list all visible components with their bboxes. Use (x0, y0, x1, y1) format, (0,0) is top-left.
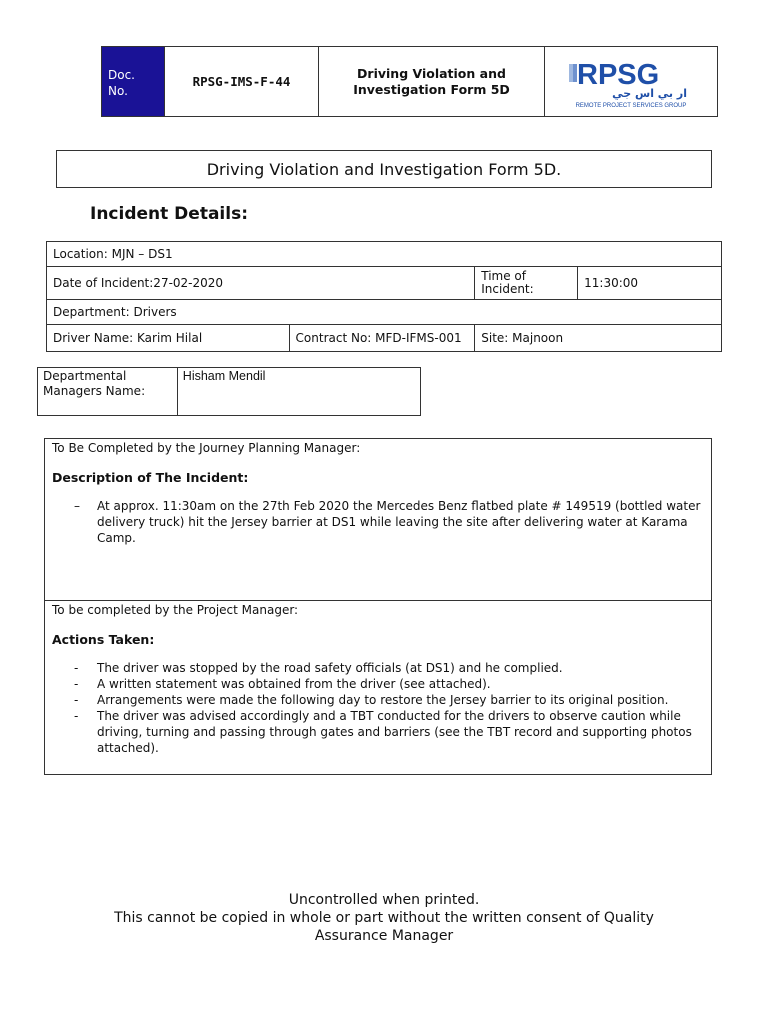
dash-bullet: - (74, 677, 79, 691)
document-header (101, 46, 718, 117)
table-row (47, 242, 722, 267)
company-logo (545, 47, 717, 116)
time-label-cell: Time of Incident: (475, 267, 578, 300)
footer-line2: This cannot be copied in whole or part without the written consent of Quality Assurance Manager (114, 910, 654, 944)
actions-list (52, 660, 704, 756)
logo-tagline: REMOTE PROJECT SERVICES GROUP (575, 102, 687, 109)
header-title-line1: Driving Violation and (357, 65, 506, 81)
doc-no-label-line2: No. (108, 84, 128, 98)
managers-label: Departmental Managers Name: (38, 368, 178, 416)
section-heading: Incident Details: (90, 204, 248, 224)
header-title-line2: Investigation Form 5D (353, 81, 510, 97)
logo-arabic: ار بي اس جي (612, 86, 687, 100)
table-row (47, 267, 722, 300)
journey-block-label: To Be Completed by the Journey Planning Manager: (52, 441, 361, 455)
contract-cell: Contract No: MFD-IFMS-001 (289, 325, 475, 352)
doc-no-label (102, 47, 165, 116)
location-cell: Location: MJN – DS1 (47, 242, 722, 267)
dash-bullet: - (74, 661, 79, 675)
driver-cell: Driver Name: Karim Hilal (47, 325, 290, 352)
list-item: - The driver was stopped by the road safety officials (at DS1) and he complied. (74, 661, 563, 675)
description-list (52, 498, 704, 546)
table-row (38, 368, 421, 416)
list-item: - Arrangements were made the following day to restore the Jersey barrier to its original position. (74, 693, 669, 707)
doc-no-label-line1: Doc. (108, 68, 135, 82)
form-title: Driving Violation and Investigation Form 5D. (56, 150, 712, 188)
list-item: - The driver was advised accordingly and a TBT conducted for the drivers to observe caution while driving, turning and passing through gates and barriers (see the TBT record and supporting photos attached). (74, 709, 692, 755)
journey-planning-block (44, 438, 712, 601)
page-footer (0, 891, 768, 945)
managers-value: Hisham Mendil (177, 368, 420, 416)
table-row (47, 300, 722, 325)
list-item: – At approx. 11:30am on the 27th Feb 2020 the Mercedes Benz flatbed plate # 149519 (bottled water delivery truck) hit the Jersey barrier at DS1 while leaving the site after delivering water at Karama Camp. (74, 499, 701, 545)
doc-code: RPSG-IMS-F-44 (165, 47, 319, 116)
rpsg-logo-icon (561, 54, 701, 110)
incident-details-table (46, 241, 722, 352)
table-row (47, 325, 722, 352)
managers-table (37, 367, 421, 416)
footer-line1: Uncontrolled when printed. (288, 892, 480, 908)
description-heading: Description of The Incident: (52, 470, 249, 485)
dash-bullet: - (74, 693, 79, 707)
logo-letters: RPSG (577, 58, 660, 91)
list-item: - A written statement was obtained from the driver (see attached). (74, 677, 491, 691)
header-title (319, 47, 545, 116)
time-value-cell: 11:30:00 (578, 267, 722, 300)
project-block-label: To be completed by the Project Manager: (52, 603, 299, 617)
dash-bullet: – (74, 499, 80, 513)
department-cell: Department: Drivers (47, 300, 722, 325)
site-cell: Site: Majnoon (475, 325, 722, 352)
project-manager-block (44, 600, 712, 775)
actions-heading: Actions Taken: (52, 632, 155, 647)
dash-bullet: - (74, 709, 79, 723)
date-cell: Date of Incident:27-02-2020 (47, 267, 475, 300)
